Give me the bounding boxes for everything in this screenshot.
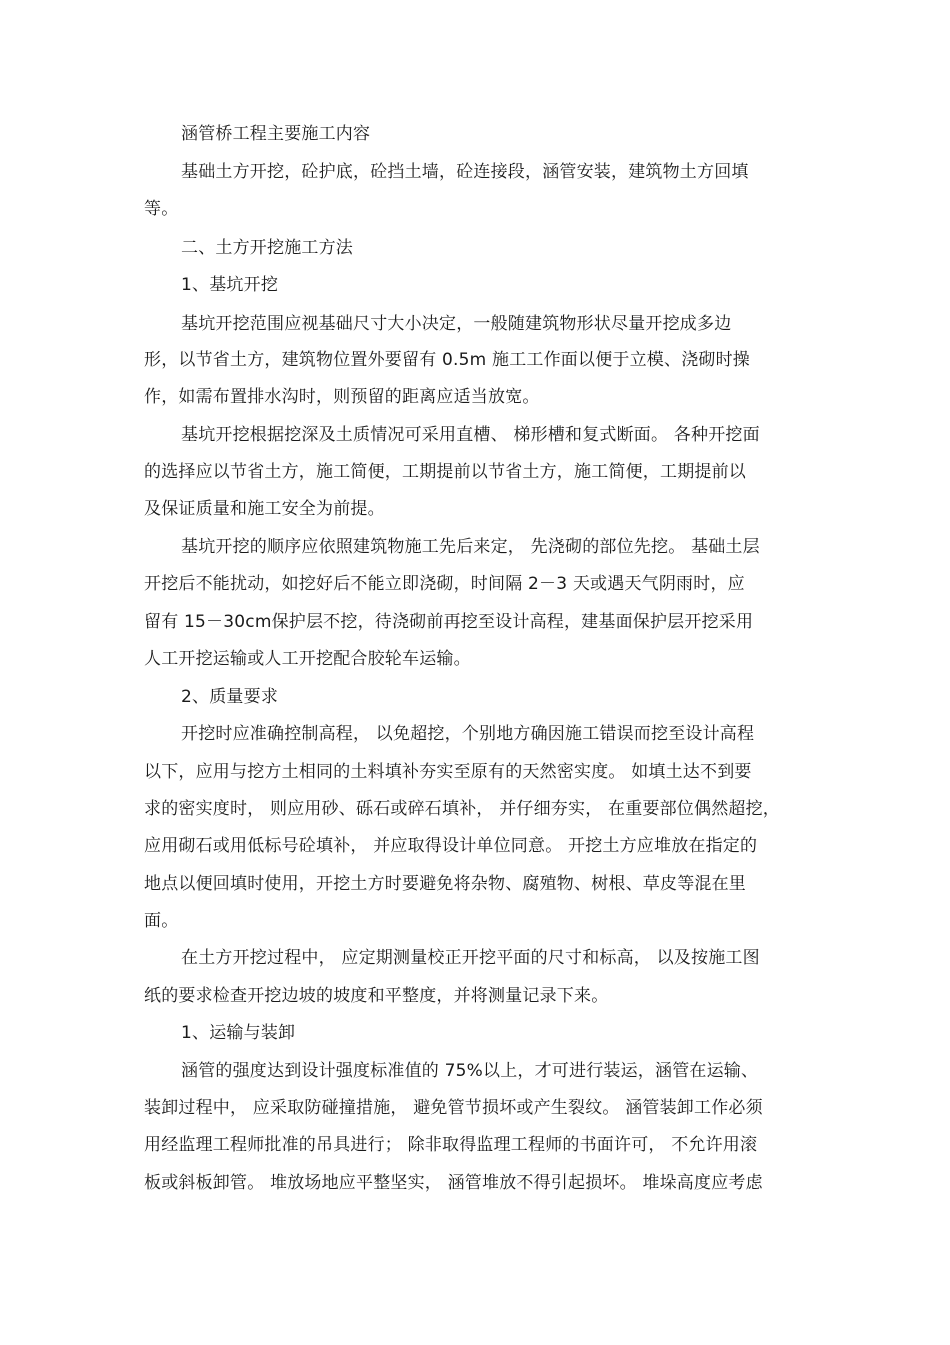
subsection-heading: 1、基坑开挖 [181, 275, 279, 295]
text-line: 开挖后不能扰动，如挖好后不能立即浇砌，时间隔 2－3 天或遇天气阴雨时，应 [144, 574, 745, 594]
text-line: 基坑开挖根据挖深及土质情况可采用直槽、 梯形槽和复式断面。 各种开挖面 [181, 425, 760, 445]
subsection-heading: 1、运输与装卸 [181, 1023, 296, 1043]
text-line: 基坑开挖的顺序应依照建筑物施工先后来定， 先浇砌的部位先挖。 基础土层 [181, 537, 760, 557]
text-line: 作，如需布置排水沟时，则预留的距离应适当放宽。 [144, 387, 540, 407]
text-line: 等。 [144, 199, 179, 219]
text-line: 基础土方开挖，砼护底，砼挡土墙，砼连接段，涵管安装，建筑物土方回填 [181, 162, 749, 182]
text-line: 开挖时应准确控制高程， 以免超挖，个别地方确因施工错误而挖至设计高程 [181, 724, 755, 744]
text-line: 求的密实度时， 则应用砂、砾石或碎石填补， 并仔细夯实， 在重要部位偶然超挖， [144, 799, 781, 819]
section-heading: 二、土方开挖施工方法 [181, 238, 353, 258]
text-line: 及保证质量和施工安全为前提。 [144, 499, 385, 519]
text-line: 地点以便回填时使用，开挖土方时要避免将杂物、腐殖物、树根、草皮等混在里 [144, 874, 746, 894]
text-line: 用经监理工程师批准的吊具进行； 除非取得监理工程师的书面许可， 不允许用滚 [144, 1135, 758, 1155]
text-line: 装卸过程中， 应采取防碰撞措施， 避免管节损坏或产生裂纹。 涵管装卸工作必须 [144, 1098, 763, 1118]
text-line: 的选择应以节省土方，施工简便，工期提前以节省土方，施工简便，工期提前以 [144, 462, 746, 482]
text-line: 面。 [144, 911, 179, 931]
text-line: 应用砌石或用低标号砼填补， 并应取得设计单位同意。 开挖土方应堆放在指定的 [144, 836, 758, 856]
text-line: 形，以节省土方，建筑物位置外要留有 0.5m 施工工作面以便于立模、浇砌时操 [144, 350, 751, 370]
text-line: 涵管的强度达到设计强度标准值的 75%以上，才可进行装运，涵管在运输、 [181, 1061, 759, 1081]
text-line: 基坑开挖范围应视基础尺寸大小决定，一般随建筑物形状尽量开挖成多边 [181, 314, 732, 334]
text-line: 涵管桥工程主要施工内容 [181, 124, 371, 144]
text-line: 纸的要求检查开挖边坡的坡度和平整度，并将测量记录下来。 [144, 986, 609, 1006]
text-line: 板或斜板卸管。 堆放场地应平整坚实， 涵管堆放不得引起损坏。 堆垛高度应考虑 [144, 1173, 763, 1193]
text-line: 留有 15－30cm保护层不挖，待浇砌前再挖至设计高程，建基面保护层开挖采用 [144, 612, 754, 632]
text-line: 在土方开挖过程中， 应定期测量校正开挖平面的尺寸和标高， 以及按施工图 [181, 948, 760, 968]
text-line: 人工开挖运输或人工开挖配合胶轮车运输。 [144, 649, 471, 669]
text-line: 以下，应用与挖方土相同的土料填补夯实至原有的天然密实度。 如填土达不到要 [144, 762, 752, 782]
subsection-heading: 2、质量要求 [181, 687, 279, 707]
